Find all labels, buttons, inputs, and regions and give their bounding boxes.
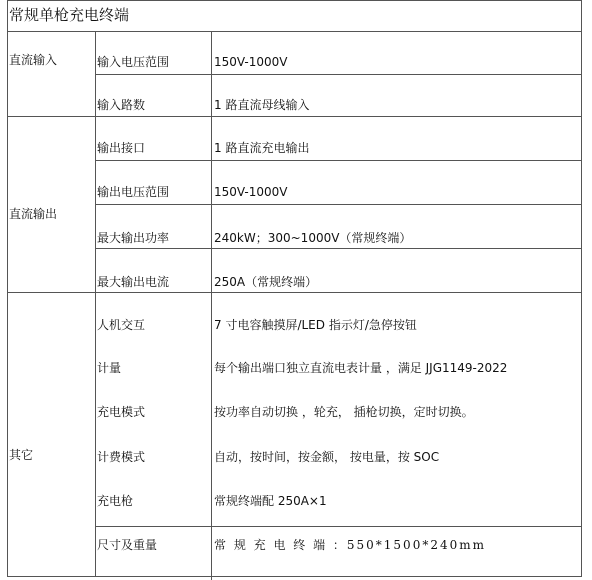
row-label: 输出电压范围 <box>97 185 170 199</box>
group-label-other: 其它 <box>9 448 34 462</box>
row-value: 150V-1000V <box>214 55 288 69</box>
row-label: 输出接口 <box>97 141 146 155</box>
row-label: 充电枪 <box>97 494 134 508</box>
row-label: 输入电压范围 <box>97 55 170 69</box>
table-border-top <box>7 0 582 1</box>
row-label: 输入路数 <box>97 98 146 112</box>
row-label: 最大输出电流 <box>97 275 170 289</box>
row-value: 常 规 充 电 终 端 ：550*1500*240mm <box>214 538 486 552</box>
row-value: 1 路直流充电输出 <box>214 141 310 155</box>
row-label: 尺寸及重量 <box>97 538 158 552</box>
group-label-dc-input: 直流输入 <box>9 53 58 67</box>
title-divider <box>7 31 582 32</box>
row-divider <box>95 204 582 205</box>
row-value: 240kW；300~1000V（常规终端） <box>214 231 412 245</box>
column-divider-value <box>211 31 212 580</box>
row-value: 150V-1000V <box>214 185 288 199</box>
group-divider <box>7 292 582 293</box>
row-value: 常规终端配 250A×1 <box>214 494 327 508</box>
row-divider <box>95 74 582 75</box>
row-divider <box>95 160 582 161</box>
row-value: 7 寸电容触摸屏/LED 指示灯/急停按钮 <box>214 318 417 332</box>
table-border-bottom <box>7 576 582 577</box>
table-title: 常规单枪充电终端 <box>9 6 130 24</box>
row-value: 1 路直流母线输入 <box>214 98 310 112</box>
row-divider <box>95 248 582 249</box>
spec-table <box>7 0 582 580</box>
row-value: 250A（常规终端） <box>214 275 318 289</box>
table-border-right <box>581 0 582 576</box>
table-border-left <box>7 0 8 576</box>
column-divider-group <box>95 31 96 576</box>
row-value: 按功率自动切换 ，轮充， 插枪切换，定时切换。 <box>214 405 474 419</box>
row-value: 自动，按时间，按金额， 按电量，按 SOC <box>214 450 440 464</box>
row-label: 人机交互 <box>97 318 146 332</box>
row-label: 计量 <box>97 361 122 375</box>
row-value: 每个输出端口独立直流电表计量 ，满足 JJG1149-2022 <box>214 361 508 375</box>
group-label-dc-output: 直流输出 <box>9 207 58 221</box>
row-label: 充电模式 <box>97 405 146 419</box>
row-label: 计费模式 <box>97 450 146 464</box>
row-label: 最大输出功率 <box>97 231 170 245</box>
row-divider <box>95 526 582 527</box>
group-divider <box>7 116 582 117</box>
